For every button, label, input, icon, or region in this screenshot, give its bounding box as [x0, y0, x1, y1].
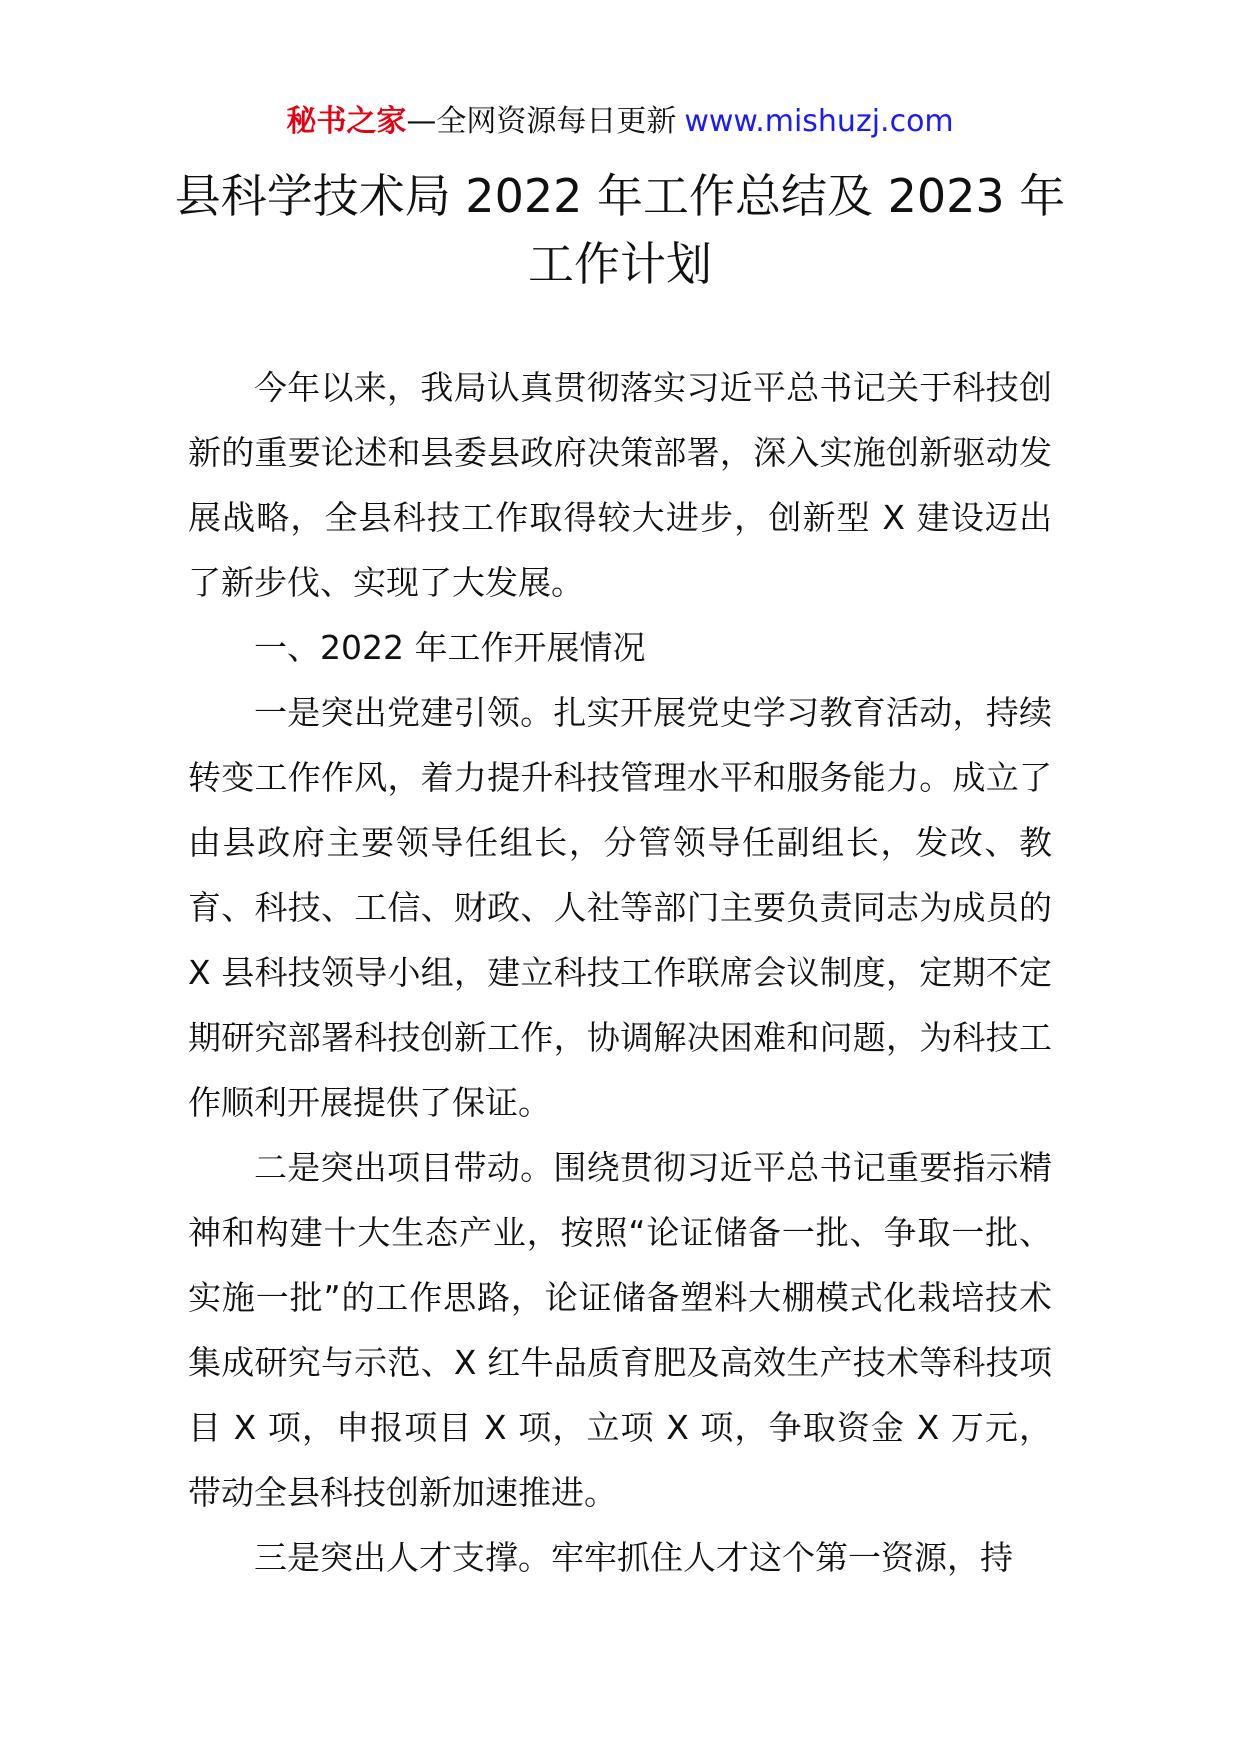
paragraph-talent-support: 三是突出人才支撑。牢牢抓住人才这个第一资源，持 [254, 1538, 1013, 1577]
paragraph-party-building: 一是突出党建引领。扎实开展党史学习教育活动，持续转变工作作风，着力提升科技管理水平和服务能力。成立了由县政府主要领导任组长，分管领导任副组长，发改、教育、科技、工信、财政、人社等部门主要负责同志为成员的 X 县科技领导小组，建立科技工作联席会议制度，定期不定期研究部署科技创新工作，协调解决困难和问题，为科技工作顺利开展提供了保证。 [188, 693, 1052, 1122]
document-title [0, 162, 1240, 298]
document-body [188, 355, 1052, 1590]
site-banner [0, 100, 1240, 144]
site-url[interactable]: www.mishuzj.com [684, 104, 954, 139]
site-tagline: —全网资源每日更新 [406, 104, 677, 139]
site-name: 秘书之家 [286, 104, 407, 139]
intro-paragraph: 今年以来，我局认真贯彻落实习近平总书记关于科技创新的重要论述和县委县政府决策部署，深入实施创新驱动发展战略，全县科技工作取得较大进步，创新型 X 建设迈出了新步伐、实现了大发展。 [188, 368, 1052, 602]
paragraph-project-driven: 二是突出项目带动。围绕贯彻习近平总书记重要指示精神和构建十大生态产业，按照“论证储备一批、争取一批、实施一批”的工作思路，论证储备塑料大棚模式化栽培技术集成研究与示范、X 红牛品质育肥及高效生产技术等科技项目 X 项，申报项目 X 项，立项 X 项，争取资金 X 万元，带动全县科技创新加速推进。 [188, 1148, 1052, 1512]
document-title-line-1: 县科学技术局 2022 年工作总结及 2023 年 [174, 169, 1066, 223]
document-title-line-2: 工作计划 [528, 237, 712, 291]
section-heading-2022-work: 一、2022 年工作开展情况 [254, 628, 646, 667]
